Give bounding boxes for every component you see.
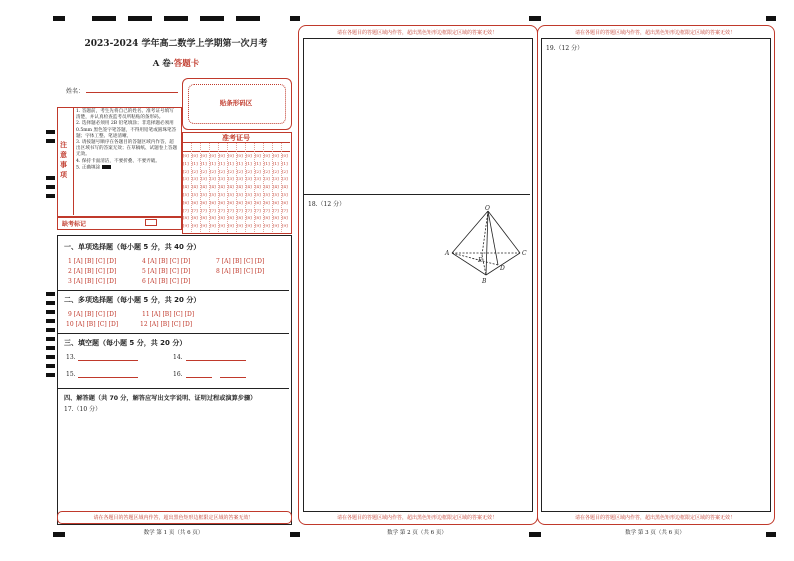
exam-digit-bubble[interactable]: [7] <box>246 207 252 213</box>
page-footer: 数学 第 3 页（共 6 页） <box>625 530 685 536</box>
mc-question[interactable]: 12 [A] [B] [C] [D] <box>140 321 193 328</box>
q16-field[interactable] <box>186 377 212 378</box>
exam-digit-bubble[interactable]: [6] <box>264 199 270 205</box>
exam-digit-bubble[interactable]: [0] <box>228 153 234 158</box>
mc-question[interactable]: 6 [A] [B] [C] [D] <box>142 278 191 285</box>
exam-digit-bubble[interactable]: [5] <box>210 192 216 197</box>
exam-digit-bubble[interactable]: [0] <box>219 153 225 158</box>
exam-digit-bubble[interactable]: [5] <box>273 192 279 197</box>
exam-subtitle <box>62 57 290 69</box>
exam-digit-bubble[interactable]: [7] <box>210 207 216 213</box>
exam-digit-bubble[interactable]: [3] <box>264 176 270 182</box>
page-footer: 数学 第 1 页（共 6 页） <box>143 530 204 536</box>
exam-digit-bubble[interactable]: [6] <box>282 199 288 205</box>
exam-digit-bubble[interactable]: [5] <box>228 192 234 197</box>
timing-mark <box>290 16 300 21</box>
exam-digit-bubble[interactable]: [1] <box>219 160 225 166</box>
q17-label: 17.（10 分） <box>64 406 102 413</box>
mc-question[interactable]: 10 [A] [B] [C] [D] <box>66 321 119 328</box>
exam-digit-bubble[interactable]: [6] <box>201 199 207 205</box>
section3-title: 三、填空题（每小题 5 分，共 20 分） <box>64 339 187 347</box>
exam-digit-bubble[interactable]: [2] <box>237 168 243 174</box>
exam-digit-bubble[interactable]: [7] <box>192 207 198 213</box>
exam-digit-bubble[interactable]: [6] <box>255 199 261 205</box>
exam-digit-bubble[interactable]: [1] <box>273 160 279 166</box>
exam-digit-bubble[interactable]: [8] <box>210 215 216 221</box>
divider <box>58 388 289 389</box>
label-A: A <box>445 250 450 257</box>
exam-digit-bubble[interactable]: [5] <box>264 192 270 197</box>
exam-digit-bubble[interactable]: [1] <box>210 160 216 166</box>
warning-text: 请在各题目的答题区域内作答，超出黑色矩形边框限定区域的答案无效！ <box>336 515 497 521</box>
exam-digit-bubble[interactable]: [9] <box>192 223 198 229</box>
exam-digit-bubble[interactable]: [4] <box>210 184 216 190</box>
grid-column-divider <box>281 143 282 232</box>
exam-digit-bubble[interactable]: [9] <box>201 223 207 229</box>
label-C: C <box>522 250 527 257</box>
answer-area-page3 <box>541 38 771 512</box>
notice-item: 3. 请按题号顺序在各题目的答题区域内作答，超出区域书写的答案无效；在草稿纸、试题卷上答题无效。 <box>76 140 178 158</box>
exam-digit-bubble[interactable]: [4] <box>282 184 288 190</box>
pyramid-figure <box>440 205 530 285</box>
divider <box>58 290 289 291</box>
exam-digit-bubble[interactable]: [3] <box>228 176 234 182</box>
exam-digit-bubble[interactable]: [4] <box>201 184 207 190</box>
grid-column-divider <box>272 143 273 232</box>
exam-digit-bubble[interactable]: [8] <box>273 215 279 221</box>
exam-digit-bubble[interactable]: [8] <box>255 215 261 221</box>
exam-digit-bubble[interactable]: [6] <box>228 199 234 205</box>
exam-digit-bubble[interactable]: [2] <box>282 168 288 174</box>
exam-digit-bubble[interactable]: [3] <box>219 176 225 182</box>
divider <box>58 333 289 334</box>
q14-field[interactable] <box>186 360 246 361</box>
exam-digit-bubble[interactable]: [5] <box>282 192 288 197</box>
exam-digit-bubble[interactable]: [6] <box>183 199 189 205</box>
label-D: D <box>500 265 505 272</box>
subtitle-prefix: A 卷· <box>152 59 174 69</box>
exam-digit-bubble[interactable]: [6] <box>273 199 279 205</box>
grid-column-divider <box>209 143 210 232</box>
exam-digit-bubble[interactable]: [4] <box>228 184 234 190</box>
q16-field-2[interactable] <box>220 377 246 378</box>
exam-digit-bubble[interactable]: [6] <box>219 199 225 205</box>
exam-digit-bubble[interactable]: [2] <box>246 168 252 174</box>
exam-digit-bubble[interactable]: [0] <box>201 153 207 158</box>
exam-digit-bubble[interactable]: [4] <box>264 184 270 190</box>
exam-digit-bubble[interactable]: [7] <box>273 207 279 213</box>
exam-digit-bubble[interactable]: [7] <box>264 207 270 213</box>
exam-digit-bubble[interactable]: [8] <box>264 215 270 221</box>
exam-digit-bubble[interactable]: [3] <box>183 176 189 182</box>
warning-text: 请在各题目的答题区域内作答，超出黑色矩形边框限定区域的答案无效！ <box>336 30 497 36</box>
exam-digit-bubble[interactable]: [1] <box>201 160 207 166</box>
exam-digit-bubble[interactable]: [0] <box>255 153 261 158</box>
timing-mark <box>164 16 188 21</box>
exam-digit-bubble[interactable]: [3] <box>255 176 261 182</box>
grid-column-divider <box>200 143 201 232</box>
exam-digit-bubble[interactable]: [9] <box>228 223 234 229</box>
q17-answer-area[interactable] <box>60 412 286 520</box>
exam-digit-bubble[interactable]: [0] <box>237 153 243 158</box>
exam-digit-bubble[interactable]: [2] <box>255 168 261 174</box>
exam-digit-bubble[interactable]: [1] <box>237 160 243 166</box>
timing-mark <box>236 16 260 21</box>
timing-mark <box>92 16 116 21</box>
grid-column-divider <box>254 143 255 232</box>
exam-digit-bubble[interactable]: [6] <box>237 199 243 205</box>
section4-title: 四、解答题（共 70 分，解答应写出文字说明、证明过程或演算步骤） <box>64 395 257 402</box>
exam-digit-bubble[interactable]: [4] <box>237 184 243 190</box>
grid-column-divider <box>191 143 192 232</box>
exam-digit-bubble[interactable]: [2] <box>273 168 279 174</box>
exam-digit-bubble[interactable]: [5] <box>255 192 261 197</box>
exam-digit-bubble[interactable]: [3] <box>201 176 207 182</box>
exam-digit-bubble[interactable]: [3] <box>192 176 198 182</box>
exam-digit-bubble[interactable]: [2] <box>201 168 207 174</box>
q13-field[interactable] <box>78 360 138 361</box>
grid-column-divider <box>227 143 228 232</box>
exam-digit-bubble[interactable]: [8] <box>228 215 234 221</box>
exam-digit-bubble[interactable]: [5] <box>219 192 225 197</box>
exam-digit-bubble[interactable]: [9] <box>255 223 261 229</box>
grid-column-divider <box>236 143 237 232</box>
timing-mark <box>200 16 224 21</box>
exam-digit-bubble[interactable]: [0] <box>183 153 189 158</box>
grid-column-divider <box>245 143 246 232</box>
exam-digit-bubble[interactable]: [2] <box>228 168 234 174</box>
q16-label: 16. <box>173 371 183 378</box>
exam-digit-bubble[interactable]: [4] <box>246 184 252 190</box>
exam-number-label: 准考证号 <box>182 133 290 143</box>
exam-digit-bubble[interactable]: [8] <box>246 215 252 221</box>
exam-digit-bubble[interactable]: [4] <box>192 184 198 190</box>
name-label: 姓名： <box>66 88 85 95</box>
exam-digit-bubble[interactable]: [6] <box>192 199 198 205</box>
q14-label: 14. <box>173 354 183 361</box>
exam-digit-bubble[interactable]: [2] <box>183 168 189 174</box>
exam-digit-bubble[interactable]: [7] <box>219 207 225 213</box>
q15-label: 15. <box>66 371 76 378</box>
grid-column-divider <box>218 143 219 232</box>
mc-question[interactable]: 8 [A] [B] [C] [D] <box>216 268 265 275</box>
mc-question[interactable]: 1 [A] [B] [C] [D] <box>68 258 117 265</box>
exam-digit-bubble[interactable]: [9] <box>237 223 243 229</box>
exam-digit-bubble[interactable]: [0] <box>210 153 216 158</box>
exam-digit-bubble[interactable]: [0] <box>264 153 270 158</box>
exam-digit-bubble[interactable]: [3] <box>282 176 288 182</box>
exam-digit-bubble[interactable]: [3] <box>237 176 243 182</box>
exam-digit-bubble[interactable]: [2] <box>192 168 198 174</box>
mc-question[interactable]: 11 [A] [B] [C] [D] <box>142 311 195 318</box>
grid-column-divider <box>263 143 264 232</box>
exam-digit-bubble[interactable]: [7] <box>183 207 189 213</box>
exam-digit-bubble[interactable]: [3] <box>273 176 279 182</box>
page-footer: 数学 第 2 页（共 6 页） <box>387 530 447 536</box>
exam-digit-bubble[interactable]: [2] <box>219 168 225 174</box>
exam-digit-bubble[interactable]: [7] <box>255 207 261 213</box>
label-B: B <box>482 278 487 285</box>
warning-text: 请在各题目的答题区域内作答，超出黑色矩形边框限定区域的答案无效！ <box>574 515 735 521</box>
label-E: E <box>478 257 483 264</box>
notice-item: 4. 保持卡面清洁，不要折叠、不要弄破。 <box>76 158 160 164</box>
exam-digit-bubble[interactable]: [9] <box>210 223 216 229</box>
exam-digit-bubble[interactable]: [8] <box>183 215 189 221</box>
exam-digit-bubble[interactable]: [5] <box>237 192 243 197</box>
exam-digit-bubble[interactable]: [5] <box>246 192 252 197</box>
subtitle-card: 答题卡 <box>173 59 200 69</box>
section1-title: 一、单项选择题（每小题 5 分，共 40 分） <box>64 243 201 251</box>
exam-digit-bubble[interactable]: [8] <box>237 215 243 221</box>
exam-digit-bubble[interactable]: [9] <box>219 223 225 229</box>
exam-digit-bubble[interactable]: [4] <box>183 184 189 190</box>
exam-digit-bubble[interactable]: [0] <box>273 153 279 158</box>
exam-digit-bubble[interactable]: [5] <box>183 192 189 197</box>
absent-label: 缺考标记 <box>62 221 87 228</box>
label-O: O <box>485 205 490 212</box>
exam-digit-bubble[interactable]: [9] <box>282 223 288 229</box>
exam-digit-bubble[interactable]: [1] <box>228 160 234 166</box>
section2-title: 二、多项选择题（每小题 5 分，共 20 分） <box>64 296 201 304</box>
absent-checkbox[interactable] <box>145 219 157 226</box>
exam-digit-bubble[interactable]: [5] <box>201 192 207 197</box>
mc-question[interactable]: 5 [A] [B] [C] [D] <box>142 268 191 275</box>
q18-label: 18.（12 分） <box>308 201 346 208</box>
exam-digit-bubble[interactable]: [7] <box>228 207 234 213</box>
timing-mark <box>128 16 152 21</box>
q15-field[interactable] <box>78 377 138 378</box>
exam-digit-bubble[interactable]: [6] <box>210 199 216 205</box>
timing-mark <box>766 16 776 21</box>
exam-digit-bubble[interactable]: [4] <box>219 184 225 190</box>
exam-digit-bubble[interactable]: [3] <box>246 176 252 182</box>
mc-question[interactable]: 9 [A] [B] [C] [D] <box>68 311 117 318</box>
exam-digit-bubble[interactable]: [7] <box>282 207 288 213</box>
notice-list <box>76 109 178 172</box>
mc-question[interactable]: 7 [A] [B] [C] [D] <box>216 258 265 265</box>
notice-item-last: 5. 正确填涂 <box>76 165 178 172</box>
notice-item: 2. 选择题必须用 2B 铅笔填涂；非选择题必须用 0.5mm 黑色签字笔答题，不得用铅笔或圆珠笔答题；字体工整、笔迹清晰。 <box>76 121 177 139</box>
q13-label: 13. <box>66 354 76 361</box>
mc-question[interactable]: 3 [A] [B] [C] [D] <box>68 278 117 285</box>
exam-digit-bubble[interactable]: [0] <box>282 153 288 158</box>
exam-digit-bubble[interactable]: [0] <box>192 153 198 158</box>
exam-digit-bubble[interactable]: [1] <box>192 160 198 166</box>
barcode-label: 贴条形码区 <box>219 99 253 107</box>
exam-digit-bubble[interactable]: [6] <box>246 199 252 205</box>
exam-digit-bubble[interactable]: [1] <box>264 160 270 166</box>
exam-digit-bubble[interactable]: [7] <box>201 207 207 213</box>
exam-digit-bubble[interactable]: [2] <box>264 168 270 174</box>
divider <box>304 194 530 195</box>
notice-item: 1. 答题前，考生先将自己的姓名、准考证号填写清楚，并认真检查监考员所粘贴的条形码。 <box>76 109 174 121</box>
exam-digit-bubble[interactable]: [1] <box>282 160 288 166</box>
exam-digit-bubble[interactable]: [8] <box>219 215 225 221</box>
exam-digit-bubble[interactable]: [9] <box>273 223 279 229</box>
mc-question[interactable]: 2 [A] [B] [C] [D] <box>68 268 117 275</box>
exam-digit-bubble[interactable]: [3] <box>210 176 216 182</box>
exam-digit-bubble[interactable]: [1] <box>183 160 189 166</box>
exam-digit-bubble[interactable]: [8] <box>282 215 288 221</box>
exam-digit-bubble[interactable]: [1] <box>246 160 252 166</box>
exam-digit-bubble[interactable]: [7] <box>237 207 243 213</box>
exam-digit-bubble[interactable]: [5] <box>192 192 198 197</box>
exam-digit-bubble[interactable]: [4] <box>255 184 261 190</box>
exam-title: 2023-2024 学年高二数学上学期第一次月考 <box>84 39 268 49</box>
exam-digit-bubble[interactable]: [9] <box>264 223 270 229</box>
timing-mark <box>529 16 541 21</box>
exam-digit-bubble[interactable]: [1] <box>255 160 261 166</box>
warning-text: 请在各题目的答题区域内作答，超出黑色矩形边框限定区域的答案无效！ <box>93 515 254 521</box>
q19-label: 19.（12 分） <box>546 45 584 52</box>
mc-question[interactable]: 4 [A] [B] [C] [D] <box>142 258 191 265</box>
exam-digit-bubble[interactable]: [0] <box>246 153 252 158</box>
exam-digit-bubble[interactable]: [2] <box>210 168 216 174</box>
name-field[interactable] <box>86 92 178 93</box>
notice-heading: 注意事项 <box>60 141 67 179</box>
timing-mark <box>53 16 65 21</box>
exam-digit-bubble[interactable]: [8] <box>192 215 198 221</box>
exam-digit-bubble[interactable]: [9] <box>246 223 252 229</box>
exam-digit-bubble[interactable]: [4] <box>273 184 279 190</box>
exam-digit-bubble[interactable]: [8] <box>201 215 207 221</box>
warning-text: 请在各题目的答题区域内作答，超出黑色矩形边框限定区域的答案无效！ <box>574 30 735 36</box>
exam-digit-bubble[interactable]: [9] <box>183 223 189 229</box>
